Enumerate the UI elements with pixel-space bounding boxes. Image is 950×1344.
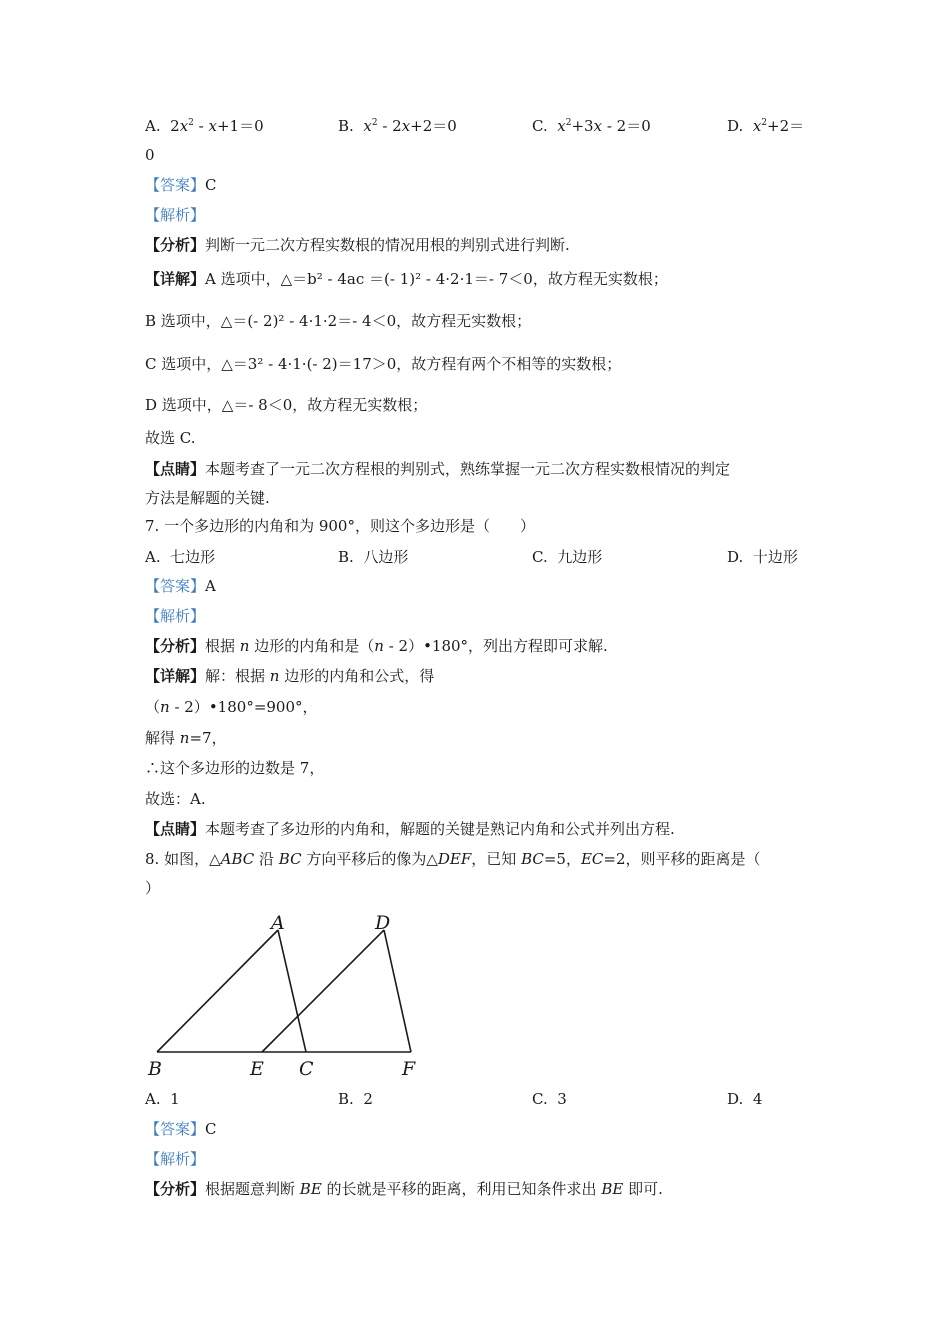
q8-answer: 【答案】C: [145, 1120, 217, 1138]
q7-conclusion: 故选：A.: [145, 790, 206, 808]
q7-dianjing: 【点睛】本题考查了多边形的内角和，解题的关键是熟记内角和公式并列出方程.: [145, 820, 675, 838]
q6-fenxi: 【分析】判断一元二次方程实数根的情况用根的判别式进行判断.: [145, 236, 570, 254]
q8-option-b: B. 2: [338, 1090, 373, 1108]
q6-conclusion: 故选 C.: [145, 429, 196, 447]
q8-fenxi: 【分析】根据题意判断 BE 的长就是平移的距离，利用已知条件求出 BE 即可.: [145, 1180, 663, 1198]
q6-detail-d: D 选项中，△＝- 8＜0，故方程无实数根；: [145, 396, 428, 414]
segment-ac: [278, 930, 306, 1052]
translation-figure: [140, 905, 440, 1085]
q8-analysis-tag: 【解析】: [145, 1150, 206, 1168]
q8-stem: 8. 如图，△ABC 沿 BC 方向平移后的像为△DEF，已知 BC=5，EC=2，则平移的距离是（: [145, 850, 761, 868]
q8-option-a: A. 1: [145, 1090, 180, 1108]
label-e: E: [250, 1058, 264, 1080]
q7-stem: 7. 一个多边形的内角和为 900°，则这个多边形是（ ）: [145, 517, 535, 535]
q6-detail-a: 【详解】A 选项中，△＝b² - 4ac ＝(- 1)² - 4·2·1＝- 7＜0，故方程无实数根；: [145, 270, 668, 288]
q8-option-d: D. 4: [727, 1090, 763, 1108]
q6-option-a: A. $2x^2 - x+1=0$: [145, 117, 264, 135]
q6-dianjing-2: 方法是解题的关键.: [145, 489, 270, 507]
q6-analysis-tag: 【解析】: [145, 206, 206, 224]
answer-tag: 【答案】: [145, 176, 206, 194]
label-d: D: [375, 912, 391, 934]
label-b: B: [148, 1058, 162, 1080]
segment-ab: [157, 930, 278, 1052]
q6-option-d: D. $x^2+2=$: [727, 117, 805, 135]
q7-equation: （n - 2）•180°=900°，: [145, 698, 318, 716]
q8-option-c: C. 3: [532, 1090, 567, 1108]
q6-answer: 【答案】C: [145, 176, 217, 194]
label-f: F: [402, 1058, 416, 1080]
q6-option-b: B. $x^2 - 2x+2=0$: [338, 117, 457, 135]
q7-option-b: B. 八边形: [338, 548, 409, 566]
q7-therefore: ∴这个多边形的边数是 7，: [145, 759, 325, 777]
q7-option-a: A. 七边形: [145, 548, 216, 566]
segment-de: [262, 930, 384, 1052]
segment-df: [384, 930, 411, 1052]
q6-detail-b: B 选项中，△＝(- 2)² - 4·1·2＝- 4＜0，故方程无实数根；: [145, 312, 532, 330]
q6-dianjing-1: 【点睛】本题考查了一元二次方程根的判别式，熟练掌握一元二次方程实数根情况的判定: [145, 460, 731, 478]
q7-analysis-tag: 【解析】: [145, 607, 206, 625]
q7-fenxi: 【分析】根据 n 边形的内角和是（n - 2）•180°，列出方程即可求解.: [145, 637, 608, 655]
q7-solve: 解得 n=7，: [145, 729, 227, 747]
q6-option-d-wrap: 0: [145, 146, 155, 164]
label-c: C: [299, 1058, 314, 1080]
label-a: A: [271, 912, 285, 934]
q6-option-c: C. $x^2+3x - 2=0$: [532, 117, 651, 135]
q8-stem-wrap: ）: [145, 879, 161, 897]
q7-option-c: C. 九边形: [532, 548, 603, 566]
q6-detail-c: C 选项中，△＝3² - 4·1·(- 2)＝17＞0，故方程有两个不相等的实数根；: [145, 355, 622, 373]
q7-answer: 【答案】A: [145, 577, 216, 595]
q7-detail: 【详解】解：根据 n 边形的内角和公式，得: [145, 667, 435, 685]
q7-option-d: D. 十边形: [727, 548, 798, 566]
